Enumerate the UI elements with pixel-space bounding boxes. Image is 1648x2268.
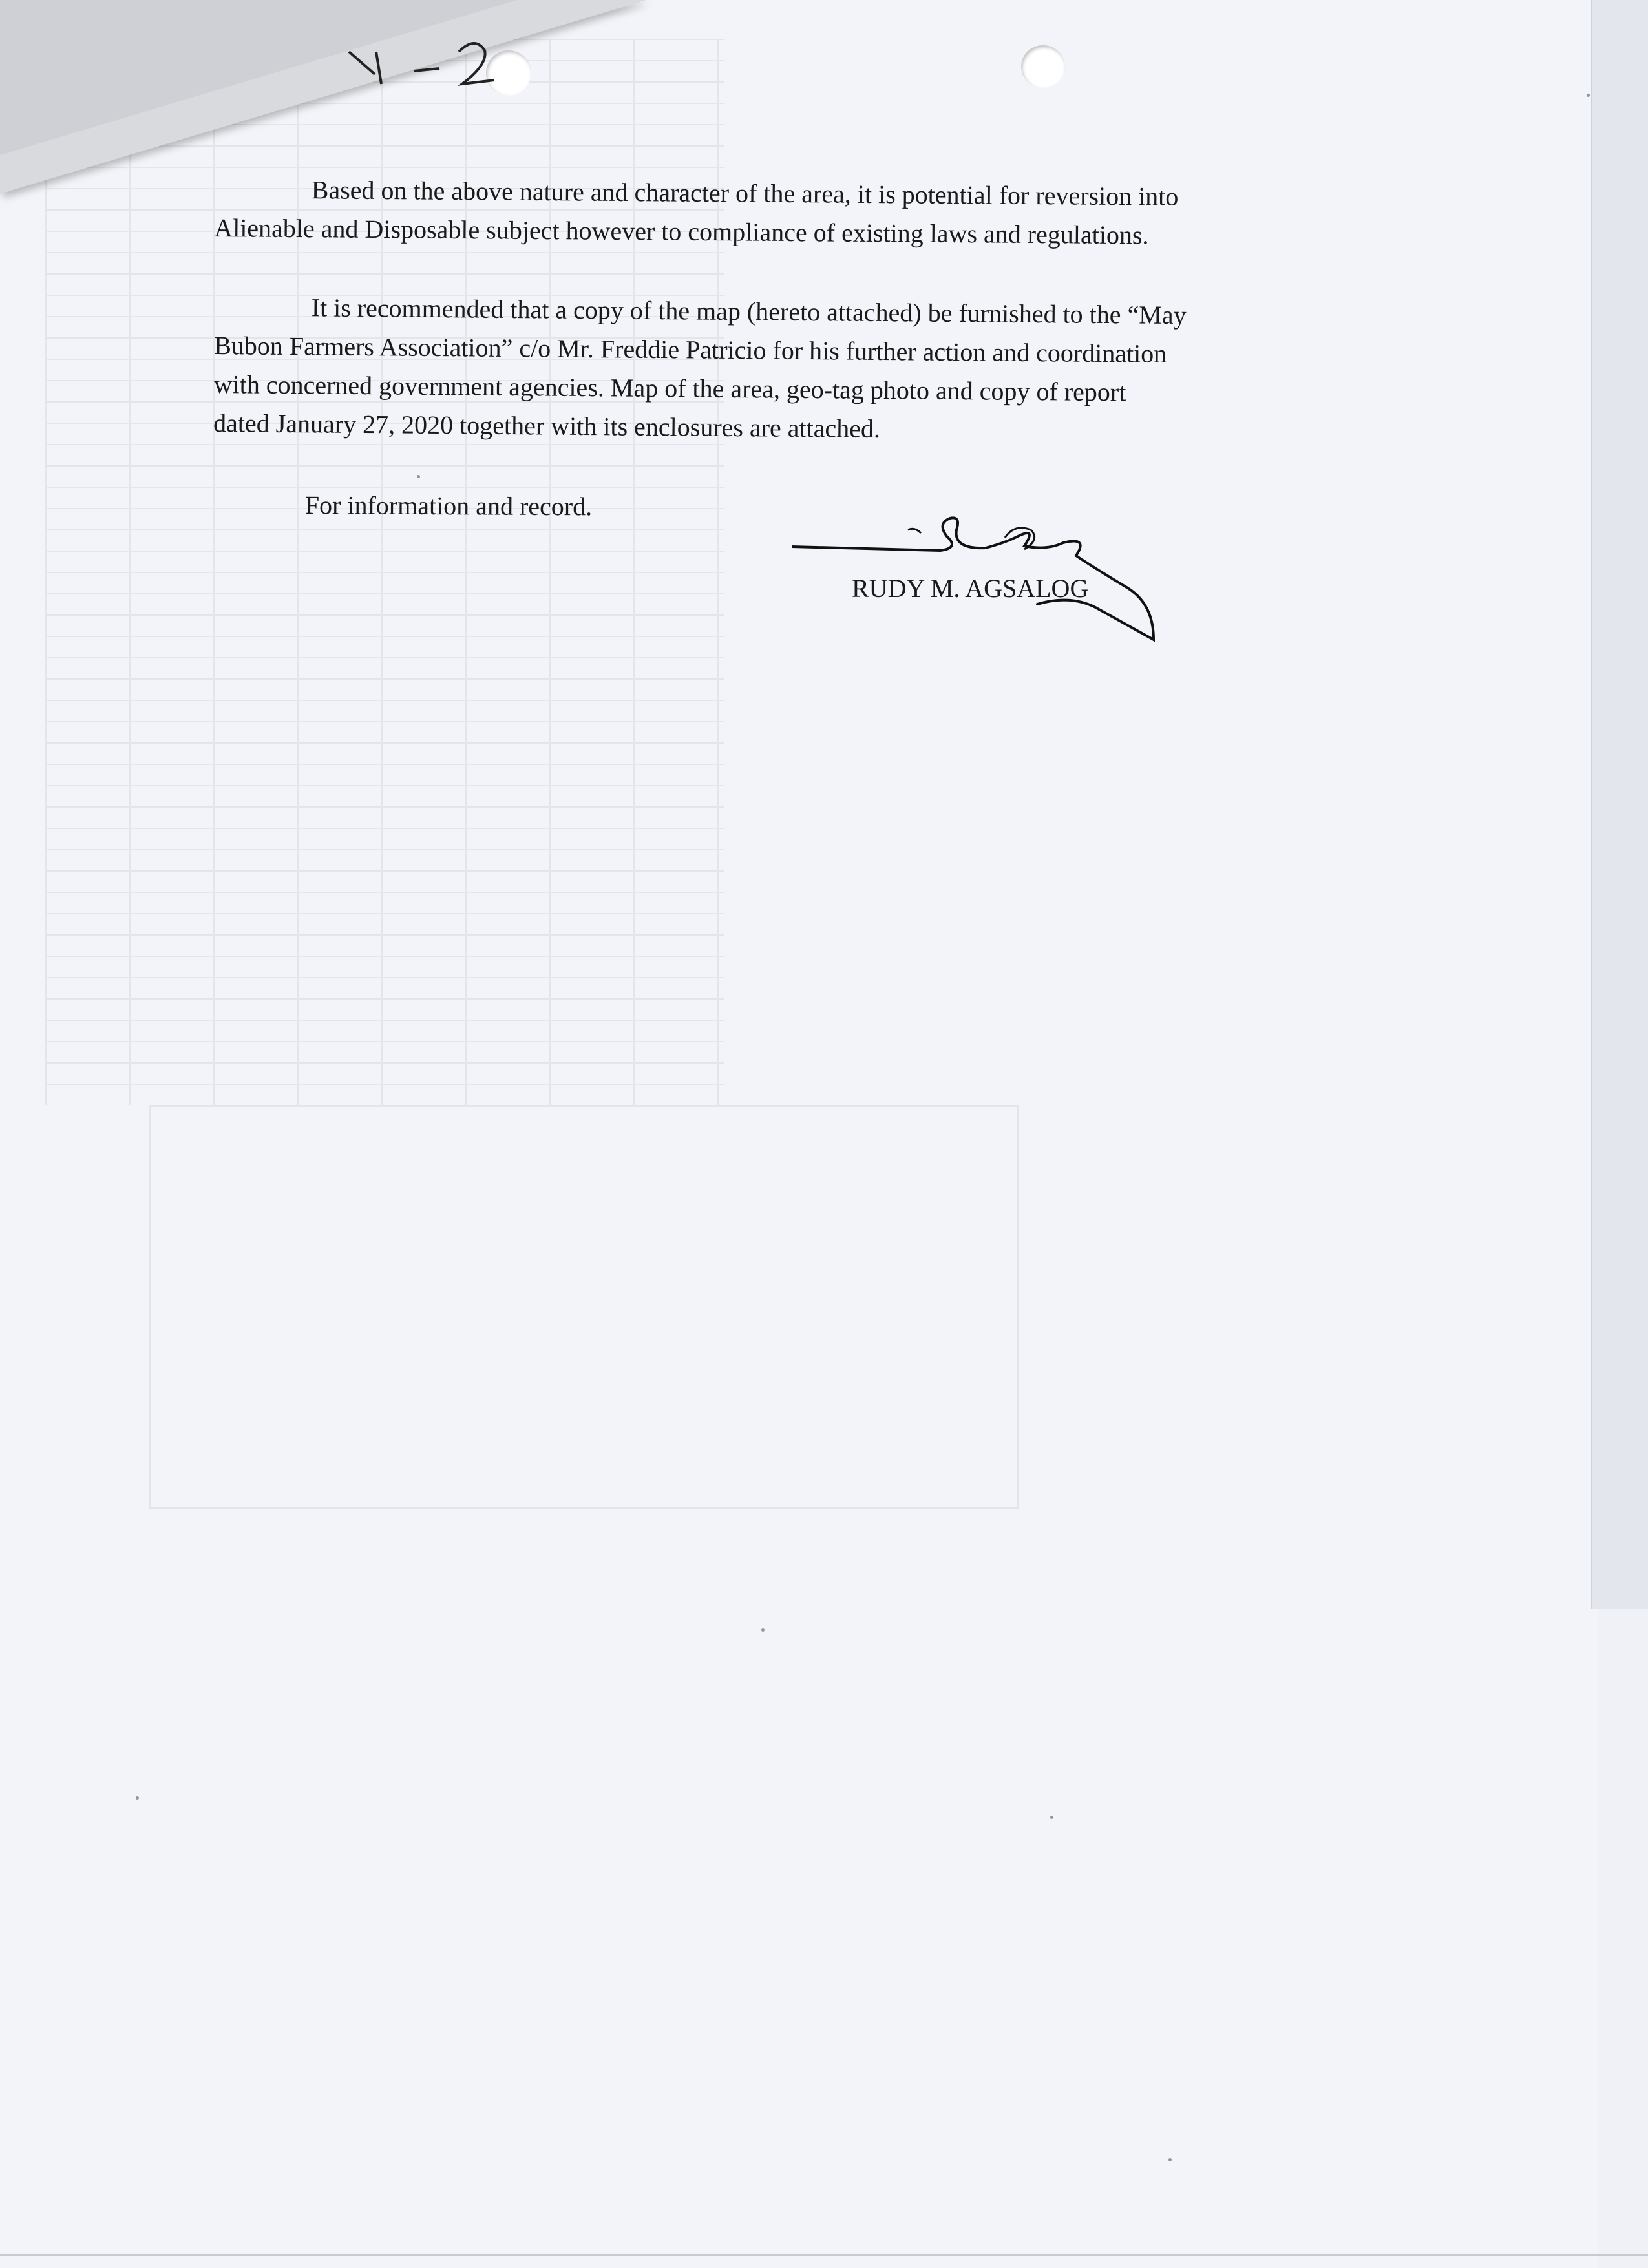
bleed-through-map	[149, 1105, 1019, 1509]
paragraph-line: Based on the above nature and character of the area, it is potential for reversion into	[311, 175, 1179, 211]
paragraph-line: with concerned government agencies. Map of the area, geo-tag photo and copy of report	[213, 369, 1126, 407]
scan-speck	[761, 1628, 765, 1632]
paragraph-line: Bubon Farmers Association” c/o Mr. Freddie Patricio for his further action and coordination	[214, 330, 1167, 368]
paragraph-recommendation	[213, 288, 1187, 451]
scan-speck	[417, 475, 420, 478]
scan-speck	[1587, 94, 1590, 97]
stacked-page-edge-lower	[1598, 1609, 1648, 2268]
stacked-page-edge	[1591, 0, 1648, 1609]
paragraph-line: It is recommended that a copy of the map (hereto attached) be furnished to the “May	[311, 293, 1187, 330]
page-bottom-edge	[0, 2254, 1648, 2256]
signatory-name: RUDY M. AGSALOG	[852, 574, 1089, 603]
scan-speck	[1168, 2158, 1172, 2161]
paragraph-line: For information and record.	[304, 490, 593, 521]
scan-speck	[136, 1796, 139, 1800]
paragraph-line: Alienable and Disposable subject however to compliance of existing laws and regulations.	[214, 213, 1149, 250]
scan-speck	[1050, 1816, 1053, 1819]
paragraph-reversion	[214, 170, 1179, 255]
paragraph-closing	[305, 486, 593, 526]
handwritten-number	[336, 13, 530, 90]
punch-hole-right	[1021, 45, 1065, 88]
paragraph-line: dated January 27, 2020 together with its enclosures are attached.	[213, 408, 881, 443]
